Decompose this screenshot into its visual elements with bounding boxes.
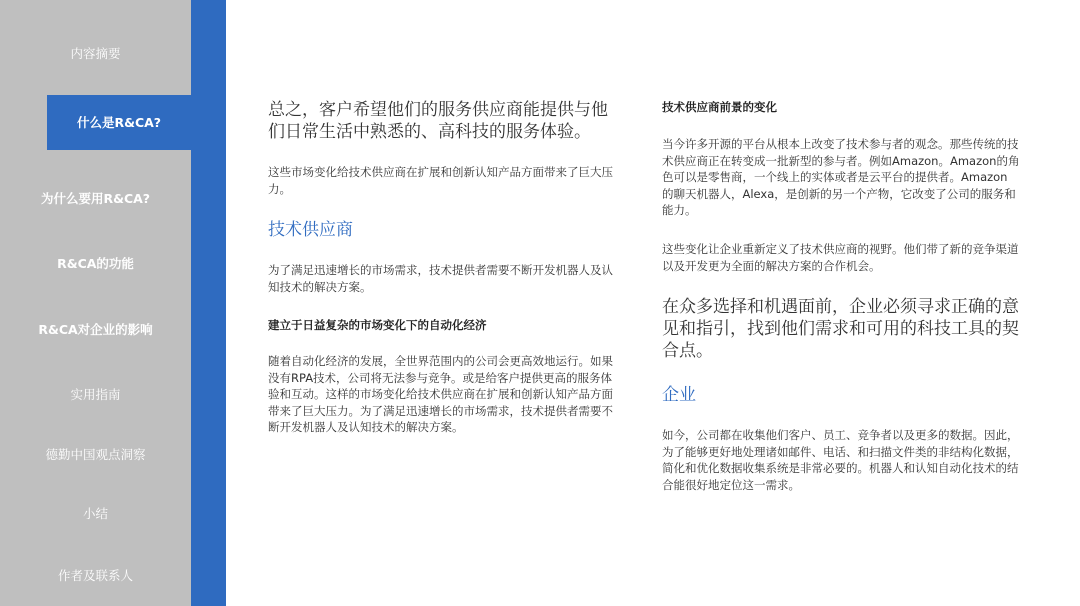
left-lead-statement: 总之，客户希望他们的服务供应商能提供与他们日常生活中熟悉的、高科技的服务体验。 [268, 100, 608, 142]
nav-item-rca-features[interactable]: R&CA的功能 [57, 256, 134, 271]
nav-item-what-is-rca[interactable]: 什么是R&CA? [47, 95, 191, 150]
subhead-supplier-outlook: 技术供应商前景的变化 [662, 100, 777, 114]
nav-item-why-rca[interactable]: 为什么要用R&CA? [40, 191, 151, 206]
nav-item-summary[interactable]: 内容摘要 [70, 46, 121, 61]
nav-item-deloitte-insights[interactable]: 德勤中国观点洞察 [45, 447, 146, 462]
nav-item-authors-contacts[interactable]: 作者及联系人 [57, 568, 133, 583]
subhead-automation-economy: 建立于日益复杂的市场变化下的自动化经济 [268, 318, 487, 332]
section-title-enterprise: 企业 [662, 385, 696, 405]
section-title-tech-suppliers: 技术供应商 [268, 220, 353, 240]
right-lead-statement: 在众多选择和机遇面前，企业必须寻求正确的意见和指引，找到他们需求和可用的科技工具的契合点。 [662, 297, 1019, 361]
left-intro-paragraph: 这些市场变化给技术供应商在扩展和创新认知产品方面带来了巨大压力。 [268, 165, 613, 196]
tech-suppliers-paragraph: 为了满足迅速增长的市场需求，技术提供者需要不断开发机器人及认知技术的解决方案。 [268, 263, 613, 294]
nav-item-practical-guide[interactable]: 实用指南 [70, 387, 121, 402]
enterprise-paragraph: 如今，公司都在收集他们客户、员工、竞争者以及更多的数据。因此，为了能够更好地处理诸如邮件、电话、和扫描文件类的非结构化数据，简化和优化数据收集系统是非常必要的。机器人和认知自动化技术的结合能很好地定位这一需求。 [662, 428, 1019, 492]
sidebar-nav [0, 0, 191, 606]
nav-item-rca-impact[interactable]: R&CA对企业的影响 [38, 322, 153, 337]
nav-item-summary-conclusion[interactable]: 小结 [82, 506, 108, 521]
vision-paragraph: 这些变化让企业重新定义了技术供应商的视野。他们带了新的竞争渠道以及开发更为全面的解决方案的合作机会。 [662, 242, 1019, 273]
automation-economy-paragraph: 随着自动化经济的发展，全世界范围内的公司会更高效地运行。如果没有RPA技术，公司将无法参与竞争。或是给客户提供更高的服务体验和互动。这样的市场变化给技术供应商在扩展和创新认知产品方面带来了巨大压力。为了满足迅速增长的市场需求，技术提供者需要不断开发机器人及认知技术的解决方案。 [268, 354, 613, 434]
supplier-outlook-paragraph: 当今许多开源的平台从根本上改变了技术参与者的观念。那些传统的技术供应商正在转变成一批新型的参与者。例如Amazon。Amazon的角色可以是零售商，一个线上的实体或者是云平台的提供者。Amazon 的聊天机器人，Alexa，是创新的另一个产物，它改变了公司的服务和能力。 [662, 137, 1020, 217]
accent-bar [191, 0, 226, 606]
